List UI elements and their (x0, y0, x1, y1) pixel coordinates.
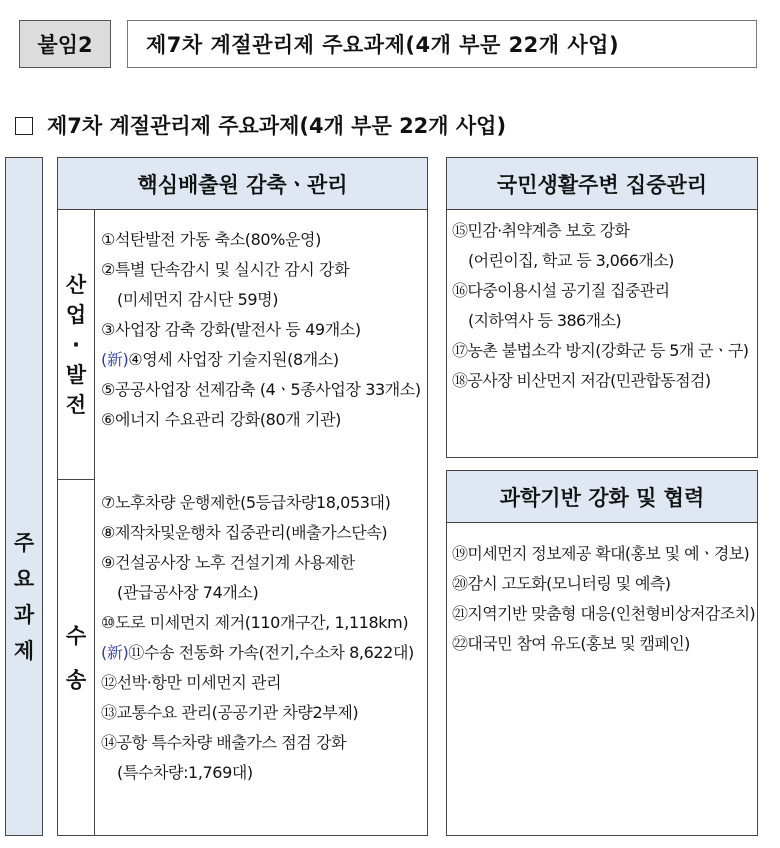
label-char: 주 (13, 531, 35, 555)
industry-items (101, 225, 421, 435)
list-item: ⑥에너지 수요관리 강화(80개 기관) (101, 410, 341, 429)
living-area-items (452, 216, 748, 396)
list-item: ①석탄발전 가동 축소(80%운영) (101, 230, 321, 249)
list-item: (관급공사장 74개소) (117, 583, 259, 602)
list-item: (특수차량:1,769대) (117, 763, 253, 782)
list-item: ⑩도로 미세먼지 제거(110개구간, 1,118km) (101, 613, 409, 632)
list-item: (어린이집, 학교 등 3,066개소) (468, 251, 674, 270)
section-label-industry (58, 210, 95, 480)
label-char: 요 (13, 567, 35, 591)
page-title: 제7차 계절관리제 주요과제(4개 부문 22개 사업) (127, 20, 757, 68)
label-char: 업 (65, 302, 87, 327)
label-char: · (72, 332, 80, 357)
list-item: ⑧제작차및운행차 집중관리(배출가스단속) (101, 523, 388, 542)
list-item: ㉒대국민 참여 유도(홍보 및 캠페인) (452, 634, 690, 653)
label-char: 수 (65, 623, 87, 648)
list-item-text: ④영세 사업장 기술지원(8개소) (128, 350, 339, 369)
new-marker: (新) (101, 350, 129, 369)
list-item: ⑮민감·취약계층 보호 강화 (452, 221, 630, 240)
label-char: 발 (65, 362, 87, 387)
core-emission-table (57, 157, 428, 836)
attachment-label: 붙임2 (19, 20, 111, 68)
label-char: 산 (65, 272, 87, 297)
list-item: ⑭공항 특수차량 배출가스 점검 강화 (101, 733, 347, 752)
section-heading (15, 110, 506, 140)
label-char: 제 (13, 639, 35, 663)
list-item: ⑬교통수요 관리(공공기관 차량2부제) (101, 703, 359, 722)
list-item: ⑦노후차량 운행제한(5등급차량18,053대) (101, 493, 391, 512)
list-item: ⑱공사장 비산먼지 저감(민관합동점검) (452, 371, 711, 390)
science-cooperation-table (446, 470, 758, 836)
table-header: 국민생활주변 집중관리 (447, 158, 757, 210)
science-items (452, 539, 755, 659)
list-item: (지하역사 등 386개소) (468, 311, 621, 330)
section-heading-text: 제7차 계절관리제 주요과제(4개 부문 22개 사업) (47, 114, 507, 138)
new-marker: (新) (101, 643, 129, 662)
list-item (101, 638, 414, 668)
list-item: ③사업장 감축 강화(발전사 등 49개소) (101, 320, 361, 339)
list-item: ⑨건설공사장 노후 건설기계 사용제한 (101, 553, 355, 572)
list-item: ⑰농촌 불법소각 방지(강화군 등 5개 군ㆍ구) (452, 341, 749, 360)
living-area-table (446, 157, 758, 458)
list-item: ⑳감시 고도화(모니터링 및 예측) (452, 574, 671, 593)
section-label-transport (58, 480, 95, 835)
transport-items (101, 488, 414, 788)
main-category-label (6, 525, 42, 669)
list-item: ⑫선박·항만 미세먼지 관리 (101, 673, 282, 692)
list-item (101, 345, 421, 375)
list-item: ㉑지역기반 맞춤형 대응(인천형비상저감조치) (452, 604, 756, 623)
checkbox-icon (15, 117, 33, 135)
label-char: 송 (65, 667, 87, 692)
list-item: (미세먼지 감시단 59명) (117, 290, 279, 309)
table-header: 과학기반 강화 및 협력 (447, 471, 757, 523)
list-item: ⑲미세먼지 정보제공 확대(홍보 및 예ㆍ경보) (452, 544, 750, 563)
list-item: ⑯다중이용시설 공기질 집중관리 (452, 281, 670, 300)
main-category-column (5, 157, 43, 836)
list-item: ②특별 단속감시 및 실시간 감시 강화 (101, 260, 350, 279)
label-char: 전 (65, 392, 87, 417)
label-char: 과 (13, 603, 35, 627)
list-item: ⑤공공사업장 선제감축 (4ㆍ5종사업장 33개소) (101, 380, 421, 399)
list-item-text: ⑪수송 전동화 가속(전기,수소차 8,622대) (128, 643, 414, 662)
table-header: 핵심배출원 감축ㆍ관리 (58, 158, 427, 210)
